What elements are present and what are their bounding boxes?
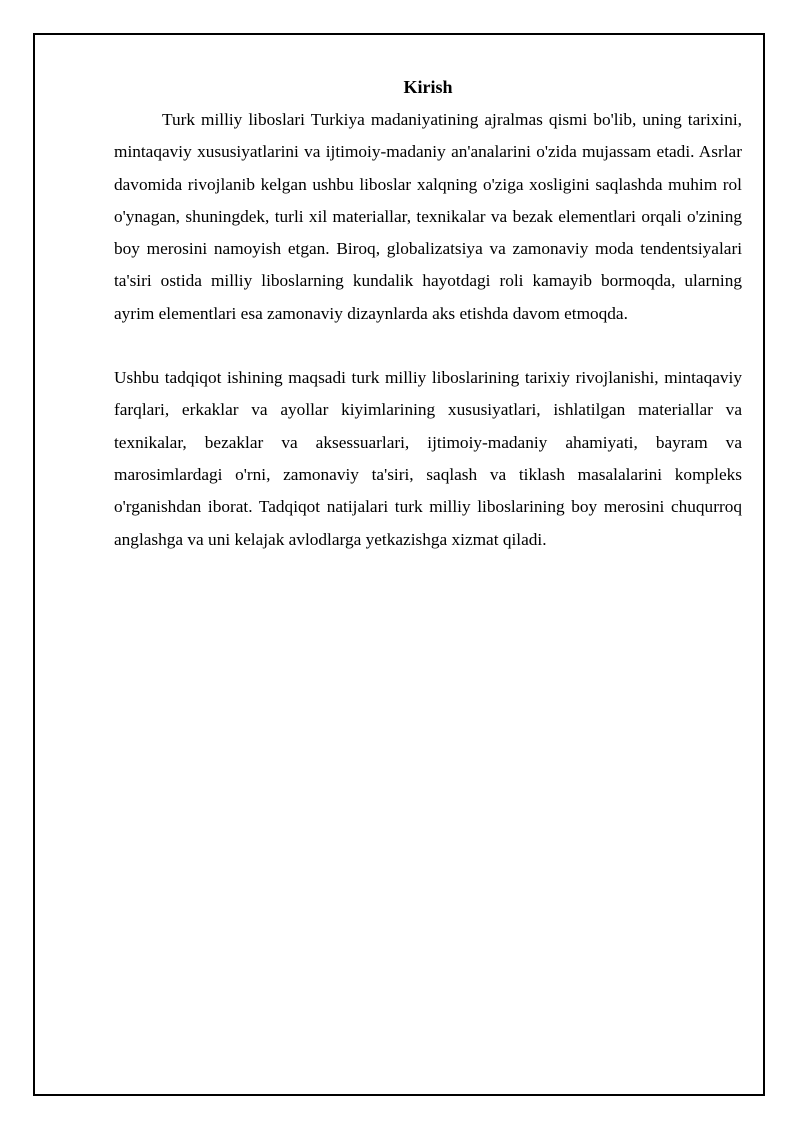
document-body [114,74,742,556]
document-title: Kirish [403,77,453,97]
paragraph-purpose: Ushbu tadqiqot ishining maqsadi turk milliy liboslarining tarixiy rivojlanishi, mintaqaviy farqlari, erkaklar va ayollar kiyimlarining xususiyatlari, ishlatilgan materiallar va texnikalar, bezaklar va aksessuarlari, ijtimoiy-madaniy ahamiyati, bayram va marosimlardagi o'rni, zamonaviy ta'siri, saqlash va tiklash masalalarini kompleks o'rganishdan iborat. Tadqiqot natijalari turk milliy liboslarining boy merosini chuqurroq anglashga va uni kelajak avlodlarga yetkazishga xizmat qiladi. [114,368,742,549]
paragraph-spacer [114,330,742,362]
paragraph-intro: Turk milliy liboslari Turkiya madaniyatining ajralmas qismi bo'lib, uning tarixini, mintaqaviy xususiyatlarini va ijtimoiy-madaniy an'analarini o'zida mujassam etadi. Asrlar davomida rivojlanib kelgan ushbu liboslar xalqning o'ziga xosligini saqlashda muhim rol o'ynagan, shuningdek, turli xil materiallar, texnikalar va bezak elementlari orqali o'zining boy merosini namoyish etgan. Biroq, globalizatsiya va zamonaviy moda tendentsiyalari ta'siri ostida milliy liboslarning kundalik hayotdagi roli kamayib bormoqda, ularning ayrim elementlari esa zamonaviy dizaynlarda aks etishda davom etmoqda. [114,110,742,323]
